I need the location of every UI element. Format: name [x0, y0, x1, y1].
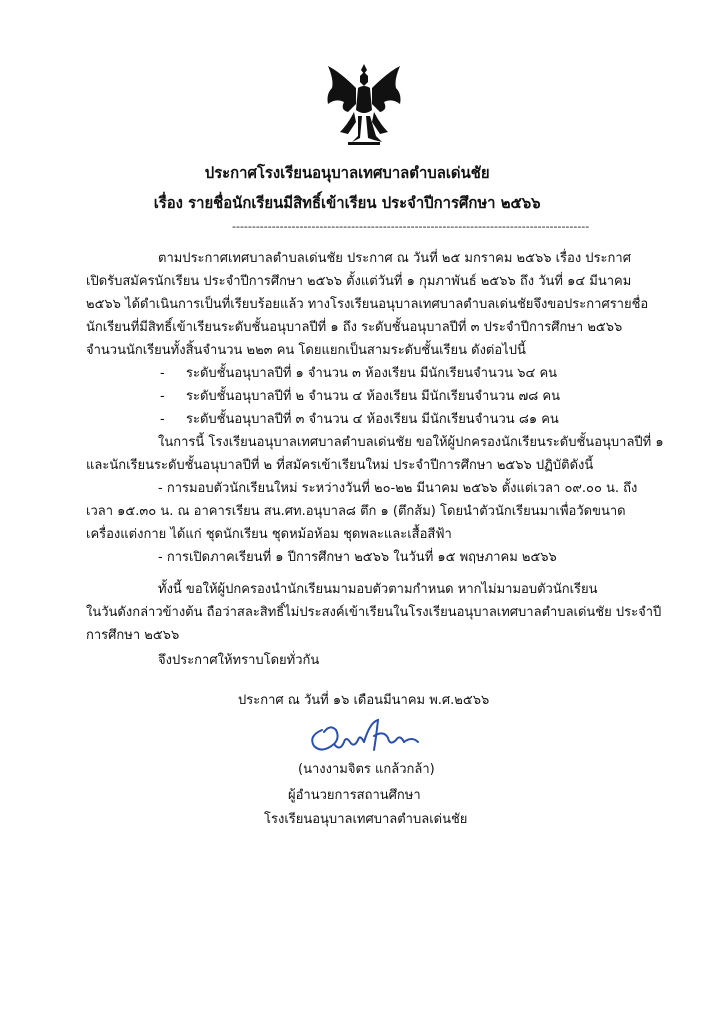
signer-position: ผู้อำนวยการสถานศึกษา: [288, 788, 421, 803]
closing-line: การศึกษา ๒๕๖๖: [86, 628, 180, 643]
signer-organization: โรงเรียนอนุบาลเทศบาลตำบลเด่นชัย: [264, 812, 468, 827]
instruction-line: และนักเรียนระดับชั้นอนุบาลปีที่ ๒ ที่สมัครเข้าเรียนใหม่ ประจำปีการศึกษา ๒๕๖๖ ปฏิบัติดังนี้: [86, 458, 594, 473]
announcement-date: ประกาศ ณ วันที่ ๑๖ เดือนมีนาคม พ.ศ.๒๕๖๖: [238, 693, 490, 708]
list-bullet: -: [160, 412, 165, 427]
list-bullet: -: [160, 389, 165, 404]
list-item: ระดับชั้นอนุบาลปีที่ ๓ จำนวน ๔ ห้องเรียน มีนักเรียนจำนวน ๘๑ คน: [186, 412, 559, 427]
garuda-emblem-icon: [318, 58, 410, 150]
instruction-line: เวลา ๑๕.๓๐ น. ณ อาคารเรียน สน.ศท.อนุบาล๘ ตึก ๑ (ตึกส้ม) โดยนำตัวนักเรียนมาเพื่อวัดขนาด: [86, 504, 626, 519]
announcement-title: ประกาศโรงเรียนอนุบาลเทศบาลตำบลเด่นชัย: [204, 164, 490, 182]
intro-line: ตามประกาศเทศบาลตำบลเด่นชัย ประกาศ ณ วันที่ ๒๕ มกราคม ๒๕๖๖ เรื่อง ประกาศ: [158, 251, 631, 266]
intro-line: ๒๕๖๖ ได้ดำเนินการเป็นที่เรียบร้อยแล้ว ทางโรงเรียนอนุบาลเทศบาลตำบลเด่นชัยจึงขอประกาศรายชื่อ: [86, 297, 649, 312]
closing-line: จึงประกาศให้ทราบโดยทั่วกัน: [158, 653, 320, 668]
list-bullet: -: [160, 366, 165, 381]
instruction-line: ในการนี้ โรงเรียนอนุบาลเทศบาลตำบลเด่นชัย ขอให้ผู้ปกครองนักเรียนระดับชั้นอนุบาลปีที่ ๑: [158, 435, 664, 450]
intro-line: เปิดรับสมัครนักเรียน ประจำปีการศึกษา ๒๕๖๖ ตั้งแต่วันที่ ๑ กุมภาพันธ์ ๒๕๖๖ ถึง วันที่ ๑๔ มีนาคม: [86, 274, 632, 289]
instruction-line: - การมอบตัวนักเรียนใหม่ ระหว่างวันที่ ๒๐-๒๒ มีนาคม ๒๕๖๖ ตั้งแต่เวลา ๐๙.๐๐ น. ถึง: [158, 481, 638, 496]
intro-line: นักเรียนที่มีสิทธิ์เข้าเรียนระดับชั้นอนุบาลปีที่ ๑ ถึง ระดับชั้นอนุบาลปีที่ ๓ ประจำปีการศึกษา ๒๕๖๖: [86, 320, 623, 335]
divider-line: ------------------------------------------------------------------------------------------: [232, 220, 590, 233]
list-item: ระดับชั้นอนุบาลปีที่ ๒ จำนวน ๔ ห้องเรียน มีนักเรียนจำนวน ๗๘ คน: [186, 389, 561, 404]
signature-icon: [300, 712, 440, 762]
intro-line: จำนวนนักเรียนทั้งสิ้นจำนวน ๒๒๓ คน โดยแยกเป็นสามระดับชั้นเรียน ดังต่อไปนี้: [86, 343, 526, 358]
closing-line: ในวันดังกล่าวข้างต้น ถือว่าสละสิทธิ์ไม่ประสงค์เข้าเรียนในโรงเรียนอนุบาลเทศบาลตำบลเด่นชัย ประจำปี: [86, 605, 662, 620]
announcement-subject: เรื่อง รายชื่อนักเรียนมีสิทธิ์เข้าเรียน ประจำปีการศึกษา ๒๕๖๖: [153, 194, 541, 212]
closing-line: ทั้งนี้ ขอให้ผู้ปกครองนำนักเรียนมามอบตัวตามกำหนด หากไม่มามอบตัวนักเรียน: [158, 582, 598, 597]
instruction-line: - การเปิดภาคเรียนที่ ๑ ปีการศึกษา ๒๕๖๖ ในวันที่ ๑๕ พฤษภาคม ๒๕๖๖: [158, 550, 557, 565]
signer-name: (นางงามจิตร แกล้วกล้า): [298, 762, 435, 777]
list-item: ระดับชั้นอนุบาลปีที่ ๑ จำนวน ๓ ห้องเรียน มีนักเรียนจำนวน ๖๔ คน: [186, 366, 558, 381]
instruction-line: เครื่องแต่งกาย ได้แก่ ชุดนักเรียน ชุดหม้อห้อม ชุดพละและเสื้อสีฟ้า: [86, 527, 452, 542]
